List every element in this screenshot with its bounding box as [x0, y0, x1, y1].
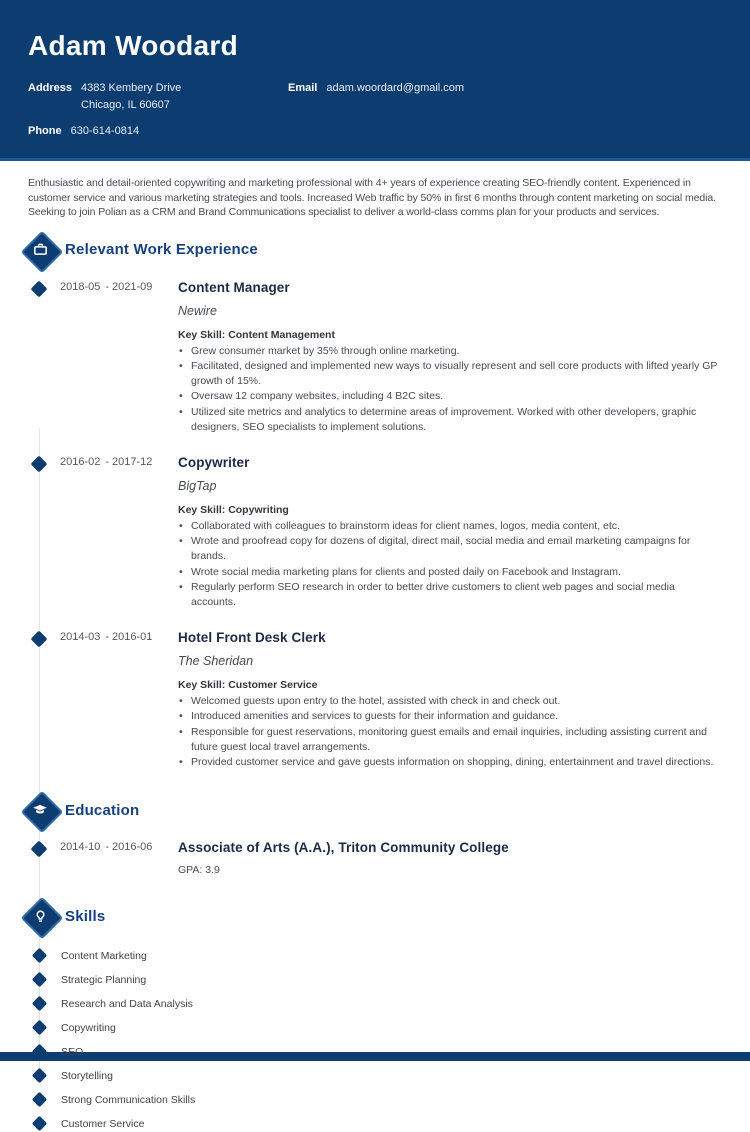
diamond-bullet-icon [32, 1068, 48, 1084]
company-name: Newire [178, 303, 217, 318]
company-name: BigTap [178, 479, 217, 493]
address-line2: Chicago, IL 60607 [81, 99, 170, 111]
diamond-marker-icon [31, 631, 48, 648]
resume-body [0, 176, 750, 1129]
skill-label: Copywriting [61, 1021, 116, 1034]
lightbulb-icon [20, 896, 60, 936]
job-bullet: • Collaborated with colleagues to brainstorm ideas for client names, logos, media content, etc. [178, 519, 722, 534]
job-bullet: • Provided customer service and gave guests information on shopping, dining, entertainment and travel directions. [178, 755, 722, 770]
job-title: Copywriter [178, 455, 250, 470]
diamond-bullet-icon [32, 948, 48, 964]
diamond-bullet-icon [32, 972, 48, 988]
experience-entry [0, 630, 722, 770]
skill-label: Storytelling [61, 1069, 113, 1082]
job-bullet: • Utilized site metrics and analytics to determine areas of improvement. Worked with other developers, graphic designers, SEO specialists to implement solutions. [178, 405, 722, 435]
section-heading-education [20, 790, 750, 830]
email-label: Email [288, 82, 318, 94]
address-line1: 4383 Kembery Drive [81, 82, 182, 94]
diamond-bullet-icon [32, 1116, 48, 1132]
diamond-bullet-icon [32, 1092, 48, 1108]
diamond-bullet-icon [32, 1020, 48, 1036]
phone-block [28, 123, 722, 140]
skill-item [0, 950, 750, 961]
key-skill-line: Key Skill: Copywriting [178, 504, 289, 516]
job-bullet-list [178, 344, 722, 435]
job-bullet: • Oversaw 12 company websites, including 4 B2C sites. [178, 389, 722, 404]
experience-entry [0, 280, 722, 435]
job-bullet: • Wrote and proofread copy for dozens of digital, direct mail, social media and email marketing campaigns for brands. [178, 534, 722, 564]
email-block [288, 80, 464, 114]
entry-dates: 2016-02 - 2017-12 [60, 456, 153, 468]
section-title-skills: Skills [65, 907, 106, 925]
job-bullet: • Facilitated, designed and implemented new ways to visually represent and sell core products with lifted yearly GP growth of 15%. [178, 359, 722, 389]
job-title: Hotel Front Desk Clerk [178, 630, 326, 646]
skill-label: Research and Data Analysis [61, 997, 193, 1010]
company-name: The Sheridan [178, 654, 254, 669]
skills-list [0, 950, 750, 1129]
professional-summary: Enthusiastic and detail-oriented copywriting and marketing professional with 4+ years of experience creating SEO-friendly content. Experienced in customer service and various marketing strategies and tools. Increased Web traffic by 50% in first 6 months through content marketing on social media. Seeking to join Polian as a CRM and Brand Communications specialist to deliver a world-class comms plan for your products and services. [28, 177, 716, 219]
job-title: Content Manager [178, 279, 290, 295]
education-entry [0, 840, 722, 876]
skill-label: Strong Communication Skills [61, 1093, 196, 1106]
skill-label: Content Marketing [61, 949, 147, 962]
entry-dates: 2018-05 - 2021-09 [60, 280, 153, 293]
job-bullet-list [178, 519, 722, 610]
entry-dates: 2014-10 - 2016-06 [60, 841, 153, 854]
diamond-marker-icon [31, 456, 48, 473]
diamond-bullet-icon [32, 996, 48, 1012]
section-heading-experience [20, 230, 750, 270]
email-value: adam.woordard@gmail.com [326, 82, 465, 94]
graduation-cap-icon [20, 790, 60, 830]
address-label: Address [28, 82, 73, 94]
job-bullet: • Welcomed guests upon entry to the hotel, assisted with check in and check out. [178, 694, 722, 709]
candidate-name: Adam Woodard [28, 30, 238, 61]
skill-item [0, 1070, 750, 1081]
job-bullet: • Regularly perform SEO research in order to better drive customers to client web pages and social media accounts. [178, 580, 722, 610]
contact-block [28, 80, 722, 140]
job-bullet: • Responsible for guest reservations, monitoring guest emails and email inquiries, including assisting current and future guest local travel arrangements. [178, 725, 722, 755]
skill-label: SEO [61, 1045, 84, 1058]
skill-item [0, 998, 750, 1009]
job-bullet-list [178, 694, 722, 770]
job-bullet: • Wrote social media marketing plans for clients and posted daily on Facebook and Instagram. [178, 565, 722, 580]
key-skill-line: Key Skill: Content Management [178, 328, 335, 341]
skill-item [0, 1046, 750, 1057]
section-title-education: Education [65, 801, 140, 819]
job-bullet: • Introduced amenities and services to guests for their information and guidance. [178, 709, 722, 724]
degree-title: Associate of Arts (A.A.), Triton Community College [178, 840, 509, 856]
diamond-marker-icon [31, 280, 48, 297]
briefcase-icon [20, 230, 60, 270]
section-heading-skills [20, 896, 750, 936]
job-bullet: • Grew consumer market by 35% through online marketing. [178, 344, 722, 359]
skill-label: Strategic Planning [61, 973, 147, 986]
diamond-marker-icon [31, 841, 48, 858]
phone-value: 630-614-0814 [70, 125, 140, 137]
skill-item [0, 1094, 750, 1105]
section-title-experience: Relevant Work Experience [65, 241, 258, 259]
diamond-bullet-icon [32, 1044, 48, 1060]
key-skill-line: Key Skill: Customer Service [178, 679, 318, 692]
skill-item [0, 1022, 750, 1033]
experience-entry [0, 455, 722, 610]
resume-header [0, 0, 750, 161]
entry-dates: 2014-03 - 2016-01 [60, 631, 153, 644]
skill-item [0, 974, 750, 985]
skill-item [0, 1118, 750, 1129]
address-block [28, 80, 288, 114]
skill-label: Customer Service [61, 1117, 145, 1130]
phone-label: Phone [28, 125, 62, 137]
gpa-line: GPA: 3.9 [178, 864, 220, 877]
